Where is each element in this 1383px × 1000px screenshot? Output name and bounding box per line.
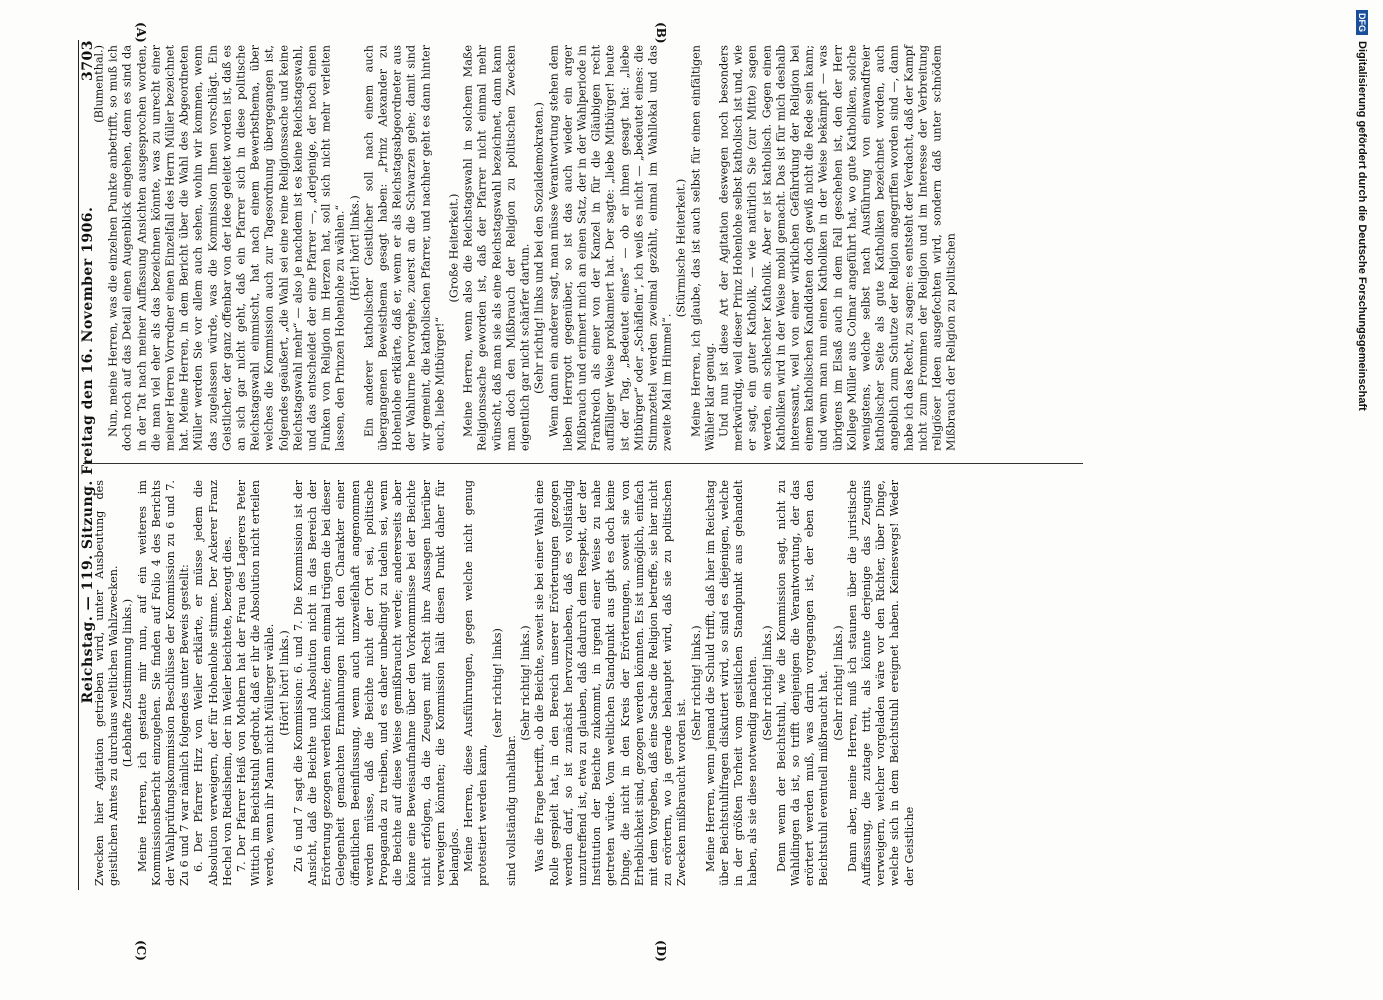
paragraph: Meine Herren, ich glaube, das ist auch selbst für einen einfältigen Wähler klar genug. — [689, 45, 717, 451]
credit-text: Digitalisierung gefördert durch die Deutsche Forschungsgemeinschaft — [1356, 41, 1368, 411]
interjection: (Sehr richtig! links und bei den Sozialdemokraten.) — [532, 102, 546, 394]
paragraph: Zwecken hier Agitation getrieben wird, unter Ausbeutung des geistlichen Amtes zu durchaus weltlichen Wahlzwecken. — [93, 480, 121, 886]
interjection: (Stürmische Heiterkeit.) — [674, 178, 688, 318]
left-column — [93, 45, 959, 451]
digitization-credit — [1356, 10, 1368, 990]
paragraph: Nun, meine Herren, was die einzelnen Punkte anbetrifft, so muß ich doch noch auf das Detail einen Augenblick eingehen, denn es sind da in der Tat nach meiner Auffassung Ansichten ausgesprochen worden, die man viel eher als das bezeichnen könnte, was zu unrecht einer meiner Herren Vorredner einen Einzelfall des Herrn Müller bezeichnet hat. Meine Herren, in dem Bericht über die Wahl des Abgeordneten Müller werden Sie vor allem auch sehen, wohin wir kommen, wenn das zugelassen würde, was die Kommission Ihnen vorschlägt. Ein Geistlicher, der ganz offenbar von der Idee geleitet worden ist, daß es an sich gar nicht geht, daß ein Pfarrer sich in diese politische Reichstagswahl einmischt, hat nach einem Bewerbsthema, über welches die Kommission auch zur Tagesordnung übergegangen ist, folgendes geäußert, „die Wahl sei eine reine Religionssache und keine Reichstagswahl mehr“ — also je nachdem ist es keine Reichstagswahl, und das entscheidet der eine Pfarrer —, „derjenige, der noch einen Funken von Religion im Herzen hat, soll sich nicht mehr verleiten lassen, den Prinzen Hohenlohe zu wählen.“ — [106, 45, 348, 451]
header-rule — [78, 40, 79, 890]
paragraph: sind vollständig unhaltbar. — [505, 735, 519, 886]
paragraph: 6. Der Pfarrer Hirz von Weiler erklärte, er müsse jedem die Absolution verweigern, der für Hohenlohe stimme. Der Ackerer Franz Hechel von Riedisheim, der in Weiler beichtete, bezeugt dies. — [192, 480, 235, 886]
paragraph: Dann aber, meine Herren, muß ich staunen über die juristische Auffassung, die zutage tritt, als könnte derjenige das Zeugnis verweigern, welcher vorgeladen wäre vor den Richter, über Dinge, welche sich in dem Beichtstuhl ereignet haben. Keineswegs! Weder der Geistliche — [845, 480, 916, 886]
interjection: (Hört! hört! links.) — [277, 630, 291, 736]
margin-marker-d: (D) — [654, 940, 668, 962]
dfg-logo-icon: DFG — [1356, 10, 1368, 35]
interjection: (Sehr richtig! links.) — [831, 625, 845, 741]
paragraph: Meine Herren, diese Ausführungen, gegen welche nicht genug protestiert werden kann, — [462, 480, 490, 886]
page-title: Reichstag. — 119. Sitzung. Freitag den 16. November 1906. — [80, 206, 96, 704]
page-number: 3703 — [80, 40, 96, 81]
right-column-text — [93, 480, 917, 886]
paragraph: Meine Herren, wenn also die Reichstagswahl in solchem Maße Religionssache geworden ist, daß der Pfarrer nicht einmal mehr wünscht, daß man sie als eine Reichstagswahl bezeichnet, dann kann man doch den Mißbrauch der Religion zu politischen Zwecken eigentlich gar nicht schärfer dartun. — [461, 45, 532, 451]
interjection: (Große Heiterkeit.) — [447, 193, 461, 303]
paragraph: Denn wenn der Beichtstuhl, wie die Kommission sagt, nicht zu Wahldingen da ist, so trifft denjenigen die Verantwortung, der das erörtert werden muß, was darin vorgegangen ist, der eben den Beichtstuhl eventuell mißbraucht hat. — [774, 480, 831, 886]
paragraph: Ein anderer katholischer Geistlicher soll nach einem auch übergangenen Beweisthema gesagt haben: „Prinz Alexander zu Hohenlohe erklärte, daß er, wenn er als Reichstagsabgeordneter aus der Wahlurne hervorgehe, zuerst an die Schwarzen gehe; damit sind wir gemeint, die katholischen Pfarrer, und nachher geht es dann hinter euch, liebe Mitbürger!“ — [362, 45, 447, 451]
column-divider — [83, 463, 1083, 464]
margin-marker-b: (B) — [654, 22, 668, 44]
margin-marker-c: (C) — [134, 940, 148, 961]
interjection: (Hört! hört! links.) — [348, 195, 362, 301]
margin-marker-a: (A) — [134, 22, 148, 43]
left-column-text — [93, 45, 959, 451]
interjection: (Sehr richtig! links.) — [760, 625, 774, 741]
paragraph: 7. Der Pfarrer Heiß von Mothern hat der Frau des Lagerers Peter Wittich im Beichtstuhl gedroht, daß er ihr die Absolution nicht erteilen werde, wenn ihr Mann nicht Müllerger wähle. — [235, 480, 277, 886]
interjection: (Sehr richtig! links.) — [519, 625, 533, 741]
interjection: (Blumenthal.) — [92, 45, 106, 123]
interjection: (Sehr richtig! links.) — [689, 625, 703, 741]
paragraph: Und nun ist diese Art der Agitation deswegen noch besonders merkwürdig, weil dieser Prinz Hohenlohe selbst katholisch ist und, wie er sagt, ein guter Katholik, — wie natürlich Sie (zur Mitte) sagen werden, ein schlechter Katholik. Aber er ist katholisch. Gegen einen Katholiken wird in der Weise mobil gemacht. Das ist für mich deshalb interessant, weil von einer wirklichen Gefährdung der Religion bei einem katholischen Kandidaten doch gewiß nicht die Rede sein kann; und wenn man nun einen Katholiken in der Weise bekämpft — was übrigens im Elsaß auch in dem Fall geschehen ist, den der Herr Kollege Müller aus Colmar angeführt hat, wo gute Katholiken, solche wenigstens, welche selbst nach Ausführung von einwandfreier katholischer Seite als gute Katholiken bezeichnet worden, auch angeblich zum Schutze der Religion angegriffen worden sind —, dann habe ich das Recht, zu sagen: es entsteht der Verdacht, daß der Kampf nicht zum Frommen der Religion und im Interesse der Verbreitung religiöser Ideen ausgefochten wird, sondern daß unter schnödem Mißbrauch der Religion zu politischen — [717, 45, 958, 451]
paragraph: Zu 6 und 7 sagt die Kommission: 6. und 7. Die Kommission ist der Ansicht, daß die Beichte und Absolution nicht in das Bereich der Erörterung gezogen werden könnte; denn einmal trügen die bei dieser Gelegenheit gemachten Ermahnungen nicht den Charakter einer öffentlichen Beeinflussung, wenn auch unzweifelhaft angenommen werden müsse, daß die Beichte nicht der Ort sei, politische Propaganda zu treiben, und es daher unbedingt zu tadeln sei, wenn die Beichte auf diese Weise gemißbraucht werde; andererseits aber könne eine Beweisaufnahme über den Vorkommnisse bei der Beichte nicht erfolgen, da die Zeugen mit Recht ihre Aussagen hierüber verweigern könnten; die Kommission hält diesen Punkt daher für belanglos. — [292, 480, 462, 886]
interjection: (sehr richtig! links) — [490, 628, 504, 738]
paragraph: Meine Herren, ich gestatte mir nun, auf ein weiteres im Kommissionsbericht einzugehen. Sie finden auf Folio 4 des Berichts der Wahlprüfungskommission Beschlüsse der Kommission zu 6 und 7. Zu 6 und 7 war nämlich folgendes unter Beweis gestellt: — [135, 480, 192, 886]
interjection: (Lebhafte Zustimmung links.) — [121, 598, 135, 768]
paragraph: Meine Herren, wenn jemand die Schuld trifft, daß hier im Reichstag über Beichtstuhlfragen diskutiert wird, so sind es diejenigen, welche in der größten Torheit vom geistlichen Standpunkt aus gehandelt haben, als sie diese notwendig machten. — [703, 480, 760, 886]
paragraph: Was die Frage betrifft, ob die Beichte, soweit sie bei einer Wahl eine Rolle gespielt hat, in den Bereich unserer Erörterungen gezogen werden darf, so ist zunächst hervorzuheben, daß es vollständig unzutreffend ist, etwa zu glauben, daß dadurch dem Respekt, der der Institution der Beichte zukommt, in irgend einer Weise zu nahe getreten würde. Vom weltlichen Standpunkt aus gibt es doch keine Dinge, die nicht in den Kreis der Erörterungen, soweit sie von Erheblichkeit sind, gezogen werden könnten. Es ist unmöglich, einfach mit dem Vorgeben, daß eine Sache die Religion betreffe, sie hier nicht zu erörtern, wo ja gerade behauptet wird, daß sie zu politischen Zwecken mißbraucht worden ist. — [533, 480, 689, 886]
right-column — [93, 480, 917, 886]
paragraph: Wenn dann ein anderer sagt, man müsse Verantwortung stehen dem lieben Herrgott gegenüber, so ist das auch wieder ein arger Mißbrauch und erinnert mich an einen Satz, der in der Wahlperiode in Frankreich als einer von der Kanzel in für die Gläubigen recht auffälliger Weise proklamiert hat. Der sagte: „liebe Mitbürger! heute ist der Tag, „Bedeutet eines“ — ob er ihnen gesagt hat: „liebe Mitbürger“ oder „Schäflein“, ich weiß es nicht — „bedeutet eines: die Stimmzettel werden zweimal gezählt, einmal im Wahllokal und das zweite Mal im Himmel“. — [547, 45, 674, 451]
